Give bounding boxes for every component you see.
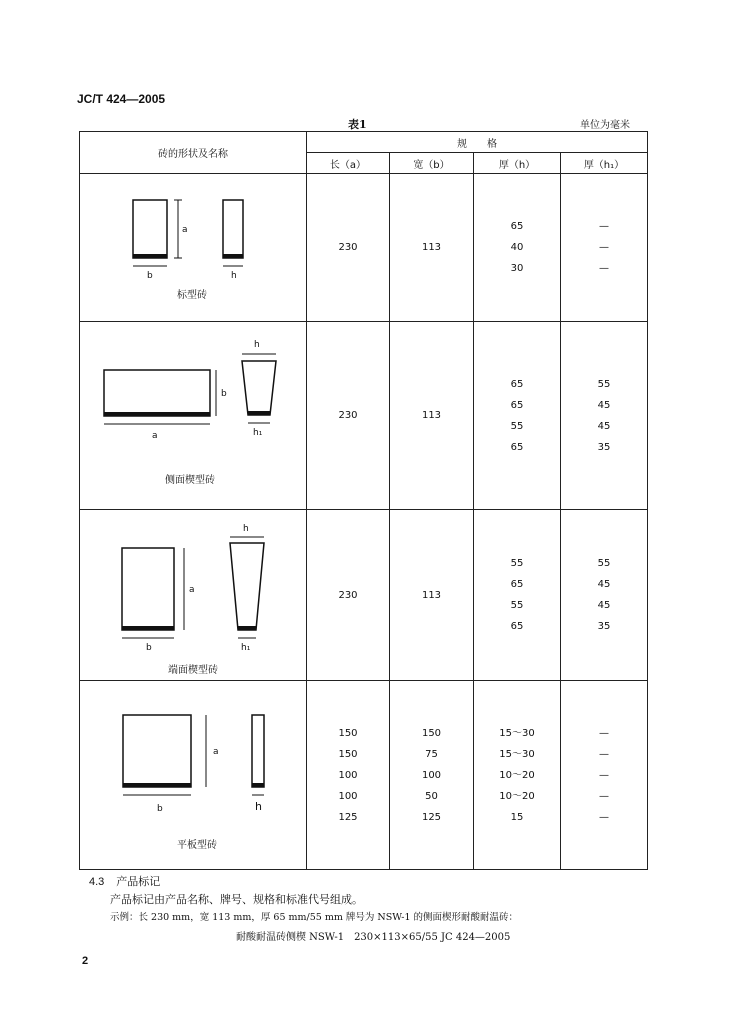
value-b: 75 [425, 748, 438, 760]
cell-h1 [561, 174, 648, 322]
value-h: 15～30 [499, 748, 535, 760]
value-h1: 35 [597, 621, 611, 632]
value-h: 65 [510, 221, 524, 232]
value-h1: — [599, 790, 609, 802]
value-h1: 55 [597, 558, 611, 569]
value-h1: — [599, 263, 609, 274]
shape-name: 标型砖 [177, 290, 207, 301]
section-heading [89, 873, 160, 889]
value-h: 65 [510, 399, 524, 411]
value-a: 100 [338, 769, 358, 781]
shape-standard-brick [80, 174, 307, 322]
value-a: 150 [338, 748, 358, 760]
value-b: 125 [421, 811, 442, 823]
section-paragraph: 产品标记由产品名称、牌号、规格和标准代号组成。 [110, 893, 363, 906]
shape-name: 平板型砖 [177, 840, 217, 851]
dim-label-h1: h₁ [253, 428, 263, 438]
value-a: 125 [338, 811, 358, 823]
standard-code: JC/T 424—2005 [77, 92, 166, 106]
table-unit: 单位为毫米 [580, 120, 630, 131]
product-marking: 耐酸耐温砖侧楔 NSW-1 230×113×65/55 JC 424—2005 [236, 932, 511, 943]
value-b: 100 [421, 769, 442, 781]
value-h1: — [599, 242, 609, 253]
cell-h [474, 174, 561, 322]
header-a: 长（a） [307, 153, 390, 174]
dim-label-h: h [231, 271, 237, 281]
value-h1: — [599, 748, 609, 760]
value-h: 15 [510, 811, 524, 823]
dim-label-h: h [254, 340, 260, 350]
value-h: 10～20 [499, 769, 535, 781]
dim-label-b: b [157, 804, 163, 814]
dim-label-b: b [146, 643, 152, 653]
shape-flat-plate-brick [80, 681, 307, 870]
cell-b [390, 322, 474, 510]
dim-label-a: a [189, 585, 195, 595]
value-h1: 45 [597, 579, 611, 590]
value-h1: — [599, 221, 609, 232]
value-h: 30 [510, 263, 524, 274]
table-row [80, 510, 648, 681]
cell-a [307, 681, 390, 870]
value-h1: — [599, 727, 609, 739]
section-number: 4.3 [89, 876, 105, 888]
cell-h1 [561, 322, 648, 510]
cell-a [307, 174, 390, 322]
shape-end-wedge-brick [80, 510, 307, 681]
cell-b [390, 174, 474, 322]
value-h: 65 [510, 441, 524, 453]
value-a: 230 [338, 242, 358, 253]
dim-label-h1: h₁ [241, 643, 251, 653]
table-row [80, 322, 648, 510]
value-a: 230 [338, 589, 358, 601]
dim-label-a: a [182, 225, 188, 235]
value-h1: 45 [597, 420, 611, 432]
value-b: 150 [421, 727, 442, 739]
header-spec: 规 格 [307, 132, 648, 153]
value-h1: 35 [597, 441, 611, 453]
value-h1: 45 [597, 600, 611, 611]
example-text: 示例：长 230 mm，宽 113 mm，厚 65 mm/55 mm 牌号为 NSW-1 的侧面楔形耐酸耐温砖： [110, 912, 519, 923]
cell-h [474, 681, 561, 870]
dim-label-a: a [152, 431, 158, 441]
cell-a [307, 322, 390, 510]
value-h: 55 [510, 600, 524, 611]
value-b: 50 [425, 790, 438, 802]
value-h1: 55 [597, 378, 611, 390]
value-h1: — [599, 811, 609, 823]
value-h: 65 [510, 378, 524, 390]
section-title: 产品标记 [116, 875, 161, 888]
value-h: 65 [510, 621, 524, 632]
value-b: 113 [421, 242, 442, 253]
value-h: 40 [510, 242, 524, 253]
value-a: 230 [338, 410, 358, 421]
shape-name: 端面楔型砖 [168, 665, 218, 676]
header-h1: 厚（h₁） [561, 153, 648, 174]
header-b: 宽（b） [390, 153, 474, 174]
value-h: 15～30 [499, 727, 535, 739]
page-number: 2 [82, 955, 89, 967]
value-h: 55 [510, 420, 524, 432]
value-b: 113 [421, 589, 442, 601]
dim-label-h: h [255, 800, 262, 813]
header-h: 厚（h） [474, 153, 561, 174]
value-h1: — [599, 769, 609, 781]
cell-b [390, 681, 474, 870]
value-h: 65 [510, 579, 524, 590]
dim-label-h: h [243, 524, 249, 534]
cell-b [390, 510, 474, 681]
dim-label-b: b [147, 271, 153, 281]
dim-label-a: a [213, 747, 219, 757]
dim-label-b: b [221, 389, 227, 399]
value-a: 100 [338, 790, 358, 802]
value-b: 113 [421, 410, 442, 421]
value-a: 150 [338, 727, 358, 739]
cell-h [474, 510, 561, 681]
header-shape: 砖的形状及名称 [80, 132, 307, 174]
value-h: 10～20 [499, 790, 535, 802]
shape-side-wedge-brick [80, 322, 307, 510]
value-h: 55 [510, 558, 524, 569]
table-row [80, 681, 648, 870]
value-h1: 45 [597, 399, 611, 411]
cell-a [307, 510, 390, 681]
table-title: 表1 [348, 118, 367, 131]
cell-h [474, 322, 561, 510]
cell-h1 [561, 510, 648, 681]
spec-table [79, 131, 648, 870]
cell-h1 [561, 681, 648, 870]
table-row [80, 174, 648, 322]
shape-name: 侧面楔型砖 [165, 475, 215, 486]
